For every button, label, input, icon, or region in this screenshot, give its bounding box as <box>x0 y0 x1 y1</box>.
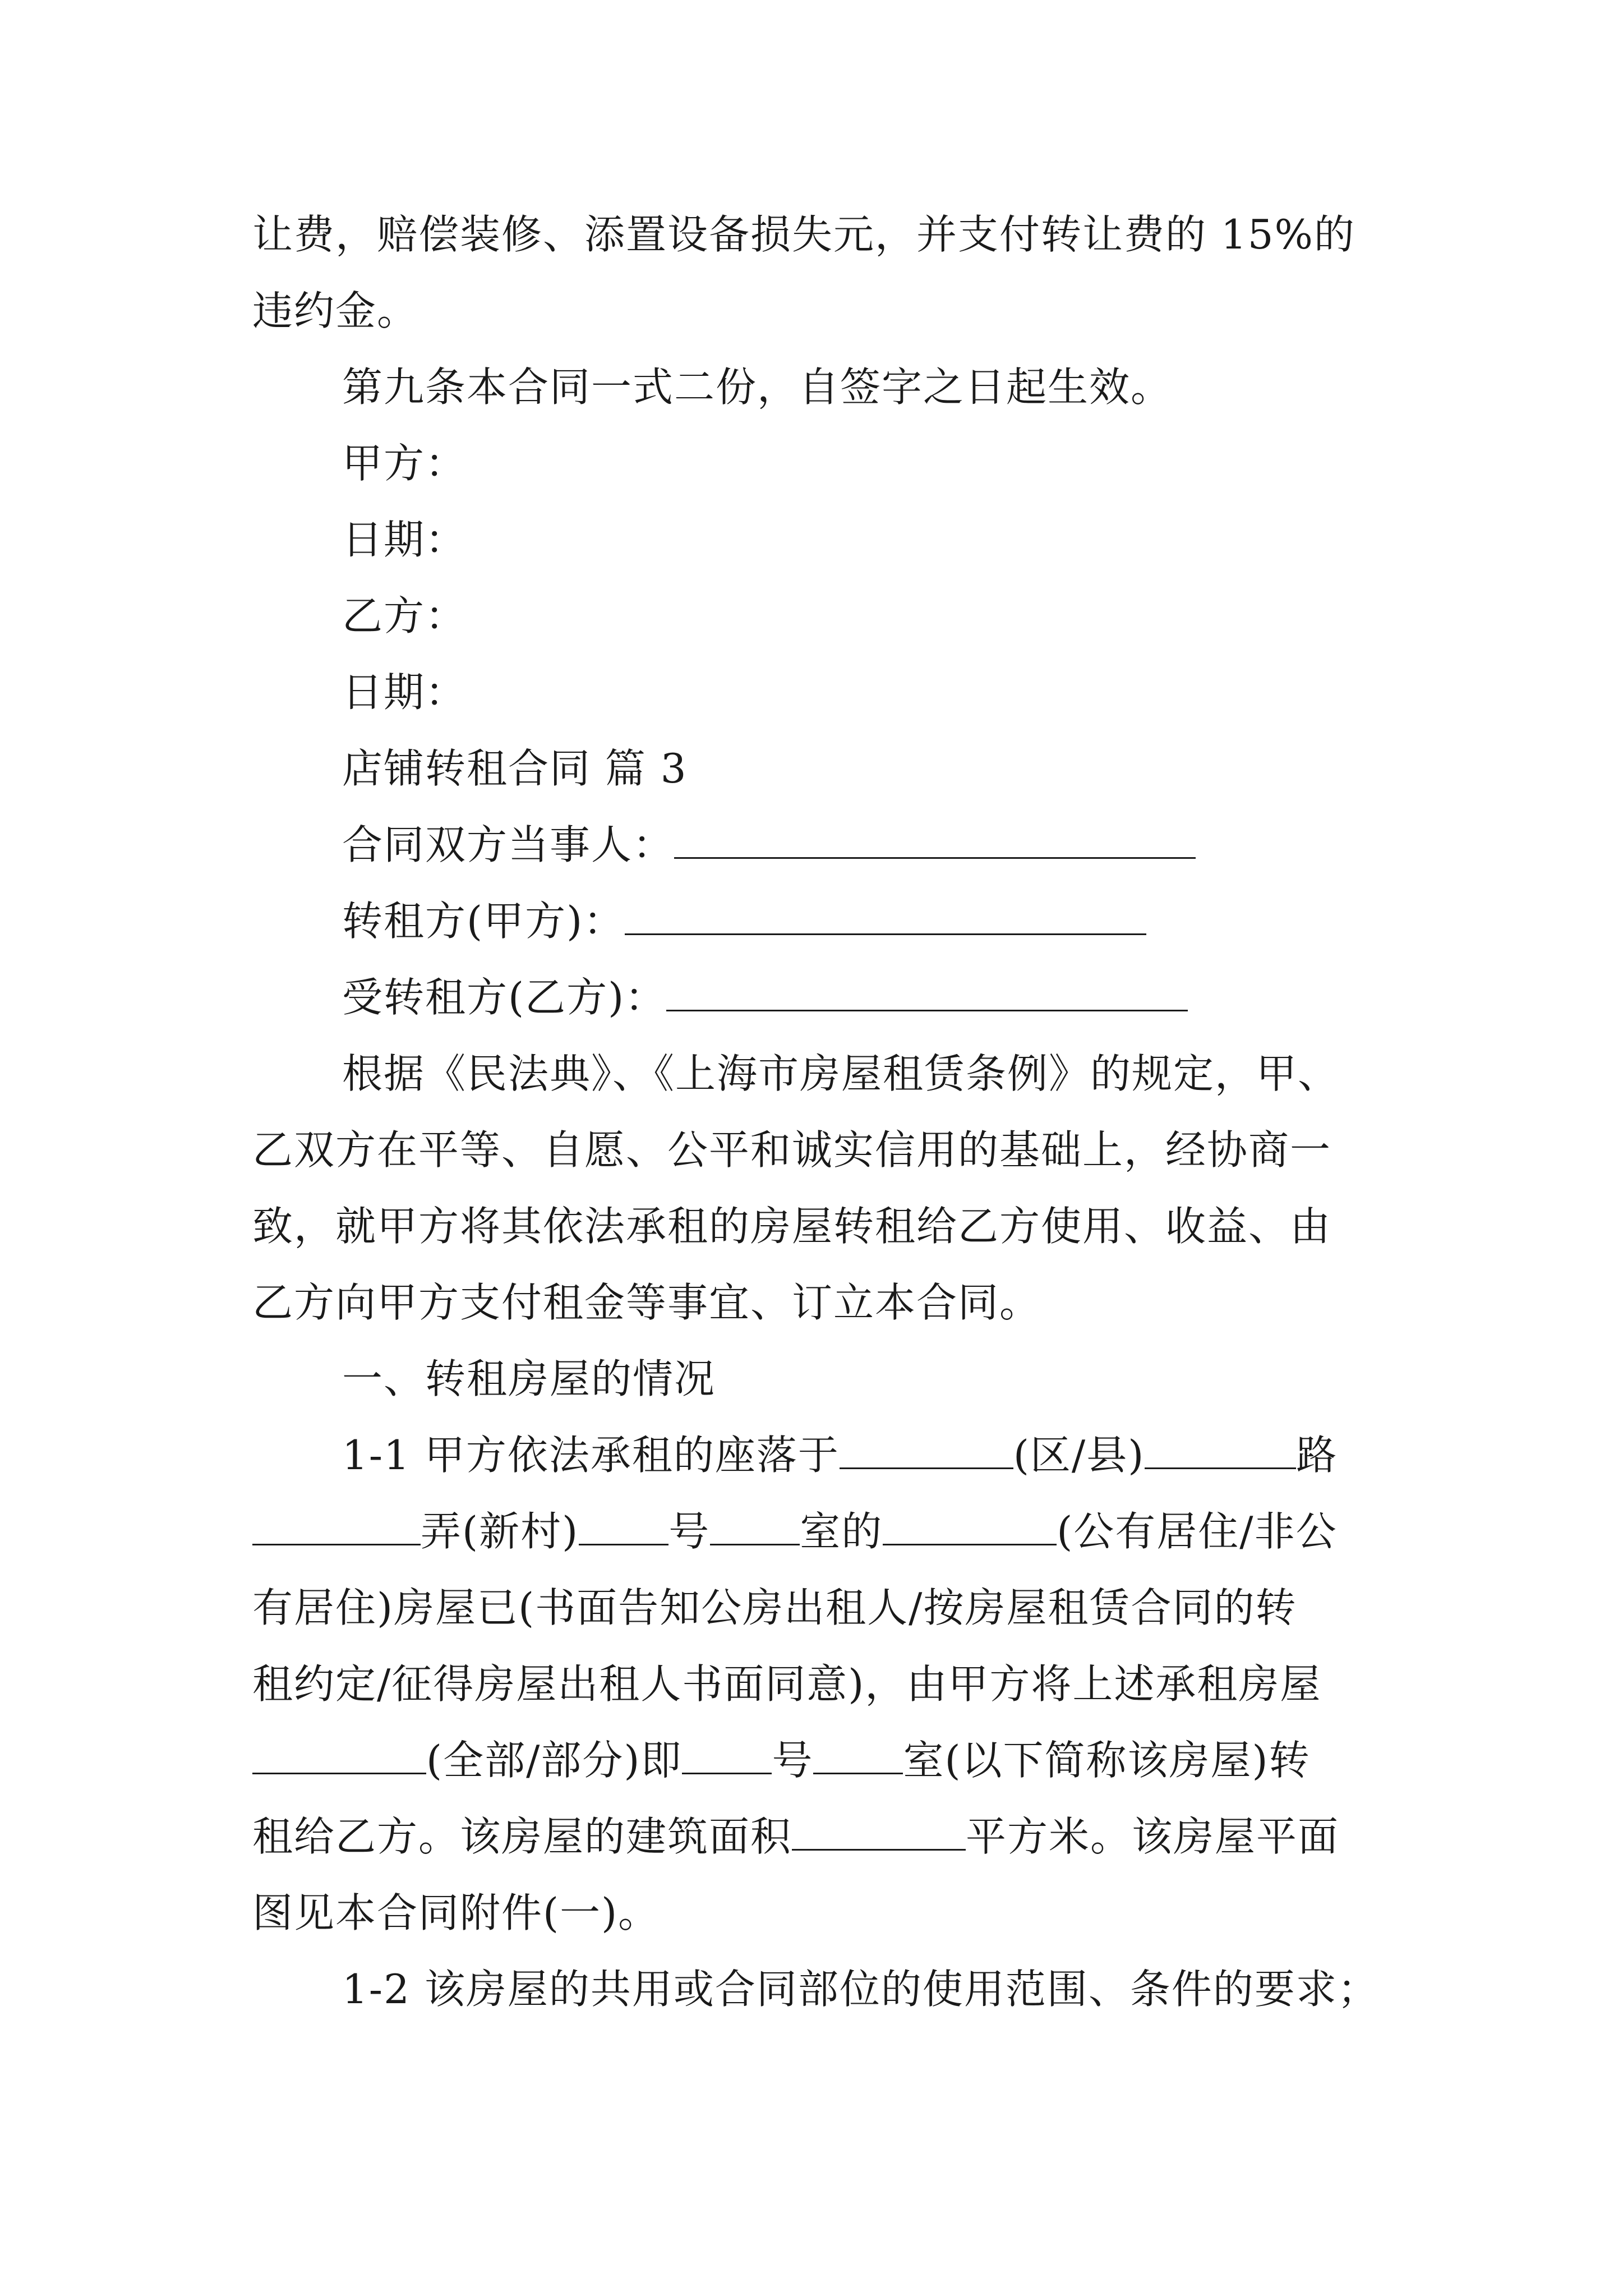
line-text: 图见本合同附件(一)。 <box>252 1889 660 1936</box>
line-text: 平方米。该房屋平面 <box>966 1813 1340 1860</box>
line-text: 室(以下简称该房屋)转 <box>903 1737 1311 1784</box>
line-text: 致，就甲方将其依法承租的房屋转租给乙方使用、收益、由 <box>252 1203 1332 1250</box>
text-line <box>252 1650 1321 1718</box>
line-text: (全部/部分)即 <box>426 1737 683 1784</box>
text-line <box>252 1498 1338 1565</box>
text-line <box>252 1879 660 1947</box>
text-line <box>252 201 1355 268</box>
line-text: 根据《民法典》、《上海市房屋租赁条例》的规定，甲、 <box>342 1050 1340 1097</box>
text-line <box>342 1040 1339 1107</box>
date-label <box>342 506 467 573</box>
text-line <box>252 1269 1041 1336</box>
line-text: 号 <box>668 1508 711 1555</box>
text-line <box>252 1803 1339 1870</box>
fill-blank <box>682 1728 772 1774</box>
fill-blank <box>792 1804 966 1851</box>
line-text: 号 <box>772 1737 814 1784</box>
fill-blank <box>710 1499 800 1545</box>
text-line <box>342 964 1188 1031</box>
line-text: 弄(新村) <box>421 1508 579 1555</box>
line-text: 乙方向甲方支付租金等事宜、订立本合同。 <box>252 1279 1041 1326</box>
text-line <box>342 887 1146 955</box>
fill-blank <box>252 1728 426 1774</box>
line-text: 租约定/征得房屋出租人书面同意)，由甲方将上述承租房屋 <box>252 1660 1322 1708</box>
line-text: 租给乙方。该房屋的建筑面积 <box>252 1813 792 1860</box>
fill-blank <box>252 1499 421 1545</box>
line-text: 乙双方在平等、自愿、公平和诚实信用的基础上，经协商一 <box>252 1126 1332 1174</box>
section-title <box>342 735 688 802</box>
line-text: 乙方： <box>342 592 467 639</box>
fill-blank <box>666 965 1188 1011</box>
line-text: (公有居住/非公 <box>1057 1508 1338 1555</box>
fill-blank <box>1145 1423 1296 1469</box>
fill-blank <box>625 889 1146 935</box>
text-line <box>252 1727 1311 1794</box>
line-text: 受转租方(乙方)： <box>342 974 667 1021</box>
line-text: 转租方(甲方)： <box>342 898 625 945</box>
text-line <box>252 1116 1331 1184</box>
date-label <box>342 659 467 726</box>
text-line <box>342 353 1172 421</box>
party-b-label <box>342 582 467 650</box>
text-line <box>342 1421 1338 1489</box>
fill-blank <box>840 1423 1013 1469</box>
line-text: 一、转租房屋的情况 <box>342 1355 716 1402</box>
line-text: 有居住)房屋已(书面告知公房出租人/按房屋租赁合同的转 <box>252 1584 1297 1631</box>
text-line <box>252 1574 1297 1641</box>
fill-blank <box>579 1499 668 1545</box>
fill-blank <box>674 812 1196 859</box>
line-text: 合同双方当事人： <box>342 821 675 868</box>
text-line <box>252 277 418 344</box>
text-line <box>252 1193 1331 1260</box>
line-text: 1-2 该房屋的共用或合同部位的使用范围、条件的要求； <box>342 1966 1379 2013</box>
line-text: 甲方： <box>342 440 467 487</box>
section-heading <box>342 1345 716 1412</box>
line-text: 路 <box>1296 1432 1338 1479</box>
fill-blank <box>883 1499 1057 1545</box>
line-text: 店铺转租合同 篇 3 <box>342 745 688 792</box>
text-line <box>342 1955 1379 2023</box>
line-text: 日期： <box>342 516 467 563</box>
line-text: 日期： <box>342 669 467 716</box>
line-text: 1-1 甲方依法承租的座落于 <box>342 1432 840 1479</box>
line-text: 违约金。 <box>252 287 419 334</box>
party-a-label <box>342 430 467 497</box>
line-text: (区/县) <box>1013 1432 1145 1479</box>
fill-blank <box>813 1728 903 1774</box>
line-text: 让费，赔偿装修、添置设备损失元，并支付转让费的 15%的 <box>252 211 1355 258</box>
text-line <box>342 811 1196 878</box>
line-text: 第九条本合同一式二份，自签字之日起生效。 <box>342 364 1173 411</box>
line-text: 室的 <box>800 1508 883 1555</box>
